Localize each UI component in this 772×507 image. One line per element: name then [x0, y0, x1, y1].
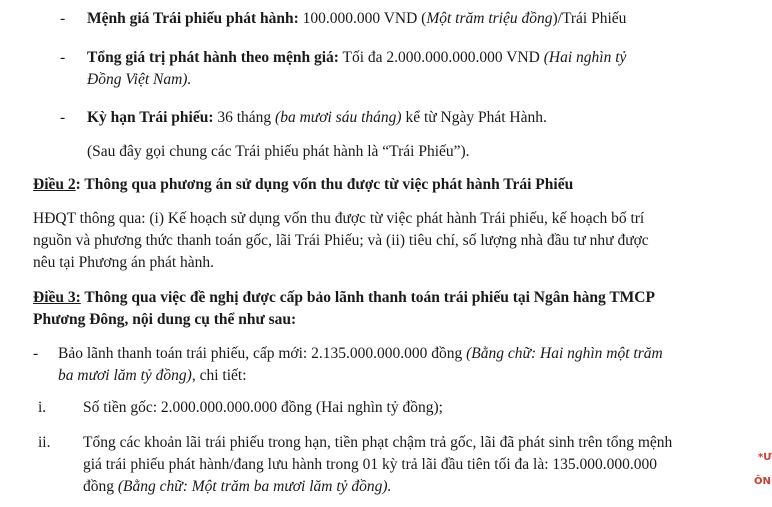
stamp-mark: [758, 452, 772, 463]
bullet-italic: Đồng Việt Nam).: [87, 71, 192, 88]
article-2-label: Điều 2: [33, 176, 76, 193]
bullet-value: 100.000.000 VND (: [298, 10, 427, 27]
article-3-title: Thông qua việc đề nghị được cấp bảo lãnh thanh toán trái phiếu tại Ngân hàng TMCP: [80, 289, 655, 306]
bullet-tail: kể từ Ngày Phát Hành.: [401, 109, 547, 126]
bullet-face-value: [87, 8, 626, 30]
article-3-label: Điều 3:: [33, 289, 81, 306]
bullet-italic: (Hai nghìn tỷ: [543, 49, 627, 66]
list-item-interest: Tổng các khoản lãi trái phiếu trong hạn, tiền phạt chậm trả gốc, lãi đã phát sinh trên tổng mệnh: [83, 434, 673, 451]
bullet-dash: -: [60, 49, 66, 66]
stamp-mark: [754, 476, 771, 487]
bond-note: (Sau đây gọi chung các Trái phiếu phát hành là “Trái Phiếu”).: [87, 143, 470, 160]
bullet-tail: )/Trái Phiếu: [552, 10, 627, 27]
bullet-term: [87, 107, 547, 129]
guarantee-line: [58, 343, 663, 365]
bullet-total-value: [87, 47, 626, 69]
guarantee-text: Bảo lãnh thanh toán trái phiếu, cấp mới: 2.135.000.000.000 đồng: [58, 345, 467, 362]
bullet-italic: Một trăm triệu đồng: [426, 10, 553, 27]
article-2-line: nguồn và phương thức thanh toán gốc, lãi Trái Phiếu; và (ii) tiêu chí, số lượng nhà đầu tư như được: [33, 232, 649, 249]
list-item-interest-cont: giá trái phiếu phát hành/đang lưu hành trong 01 kỳ trả lãi đầu tiên tối đa là: 135.000.000.000: [83, 456, 658, 473]
list-item-principal: Số tiền gốc: 2.000.000.000.000 đồng (Hai nghìn tỷ đồng);: [83, 399, 443, 416]
bullet-total-value-cont: [87, 69, 191, 91]
bullet-value: Tối đa 2.000.000.000.000 VND: [338, 49, 544, 66]
bullet-label: Mệnh giá Trái phiếu phát hành:: [87, 10, 299, 27]
article-3-heading: [33, 287, 655, 309]
list-item-interest-cont: [83, 476, 391, 498]
interest-italic: (Bằng chữ: Một trăm ba mươi lăm tỷ đồng).: [117, 478, 392, 495]
bullet-value: 36 tháng: [213, 109, 276, 126]
article-3-heading-cont: [33, 309, 296, 331]
bullet-dash: -: [60, 109, 66, 126]
list-marker: ii.: [38, 434, 51, 451]
bullet-label: Kỳ hạn Trái phiếu:: [87, 109, 214, 126]
guarantee-tail: , chi tiết:: [191, 367, 247, 384]
bullet-dash: -: [60, 10, 66, 27]
stamp-text-top: *Ư: [758, 452, 772, 463]
stamp-text-bottom: ÔN: [754, 476, 771, 487]
article-2-line: HĐQT thông qua: (i) Kế hoạch sử dụng vốn thu được từ việc phát hành Trái phiếu, kế hoạch bố trí: [33, 210, 645, 227]
list-marker: i.: [38, 399, 47, 416]
article-3-title-cont: Phương Đông, nội dung cụ thể như sau:: [33, 311, 297, 328]
article-2-title: : Thông qua phương án sử dụng vốn thu được từ việc phát hành Trái Phiếu: [75, 176, 574, 193]
bullet-label: Tổng giá trị phát hành theo mệnh giá:: [87, 49, 339, 66]
article-2-line: nêu tại Phương án phát hành.: [33, 254, 215, 271]
guarantee-italic: (Bằng chữ: Hai nghìn một trăm: [466, 345, 663, 362]
guarantee-line-cont: [58, 365, 247, 387]
guarantee-italic: ba mươi lăm tỷ đồng): [58, 367, 192, 384]
bullet-italic: (ba mươi sáu tháng): [275, 109, 402, 126]
bullet-dash: -: [33, 345, 39, 362]
article-2-heading: [33, 174, 573, 196]
interest-plain: đồng: [83, 478, 118, 495]
